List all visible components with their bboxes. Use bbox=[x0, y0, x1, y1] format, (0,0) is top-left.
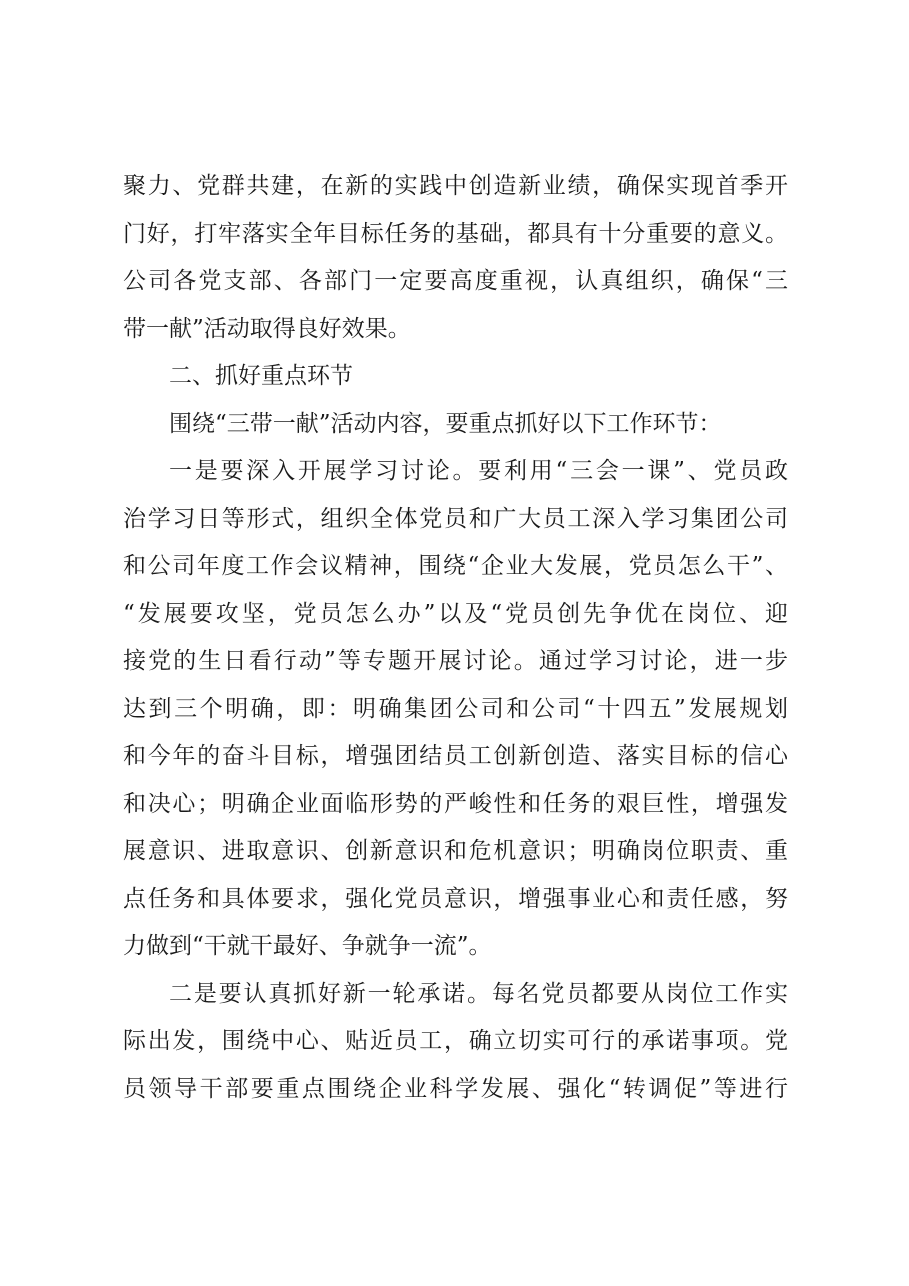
paragraph-line: 聚力、党群共建，在新的实践中创造新业绩，确保实现首季开 bbox=[123, 173, 788, 199]
paragraph-line: 和公司年度工作会议精神，围绕“企业大发展，党员怎么干”、 bbox=[123, 553, 788, 579]
paragraph-line: 围绕“三带一献”活动内容，要重点抓好以下工作环节： bbox=[169, 410, 722, 437]
paragraph-line: 治学习日等形式，组织全体党员和广大员工深入学习集团公司 bbox=[123, 505, 788, 532]
section-heading: 二、抓好重点环节 bbox=[169, 363, 353, 389]
paragraph-line: 点任务和具体要求，强化党员意识，增强事业心和责任感，努 bbox=[123, 885, 788, 912]
paragraph-line: 接党的生日看行动”等专题开展讨论。通过学习讨论，进一步 bbox=[123, 648, 788, 674]
paragraph-line: “发展要攻坚，党员怎么办”以及“党员创先争优在岗位、迎 bbox=[123, 600, 788, 627]
paragraph-line: 一是要深入开展学习讨论。要利用“三会一课”、党员政 bbox=[169, 458, 788, 484]
paragraph-line: 员领导干部要重点围绕企业科学发展、强化“转调促”等进行 bbox=[123, 1075, 788, 1102]
paragraph-line: 达到三个明确，即：明确集团公司和公司“十四五”发展规划 bbox=[123, 695, 788, 722]
paragraph-line: 门好，打牢落实全年目标任务的基础，都具有十分重要的意义。 bbox=[123, 220, 788, 247]
paragraph-line: 和今年的奋斗目标，增强团结员工创新创造、落实目标的信心 bbox=[123, 743, 788, 769]
paragraph-line: 力做到“干就干最好、争就争一流”。 bbox=[123, 933, 492, 959]
paragraph-line: 二是要认真抓好新一轮承诺。每名党员都要从岗位工作实 bbox=[169, 980, 788, 1007]
document-body bbox=[123, 163, 788, 1113]
paragraph-line: 展意识、进取意识、创新意识和危机意识；明确岗位职责、重 bbox=[123, 838, 788, 864]
paragraph-line: 和决心；明确企业面临形势的严峻性和任务的艰巨性，增强发 bbox=[123, 790, 788, 817]
paragraph-line: 带一献”活动取得良好效果。 bbox=[123, 315, 411, 342]
paragraph-line: 公司各党支部、各部门一定要高度重视，认真组织，确保“三 bbox=[123, 268, 788, 294]
paragraph-line: 际出发，围绕中心、贴近员工，确立切实可行的承诺事项。党 bbox=[123, 1028, 788, 1054]
